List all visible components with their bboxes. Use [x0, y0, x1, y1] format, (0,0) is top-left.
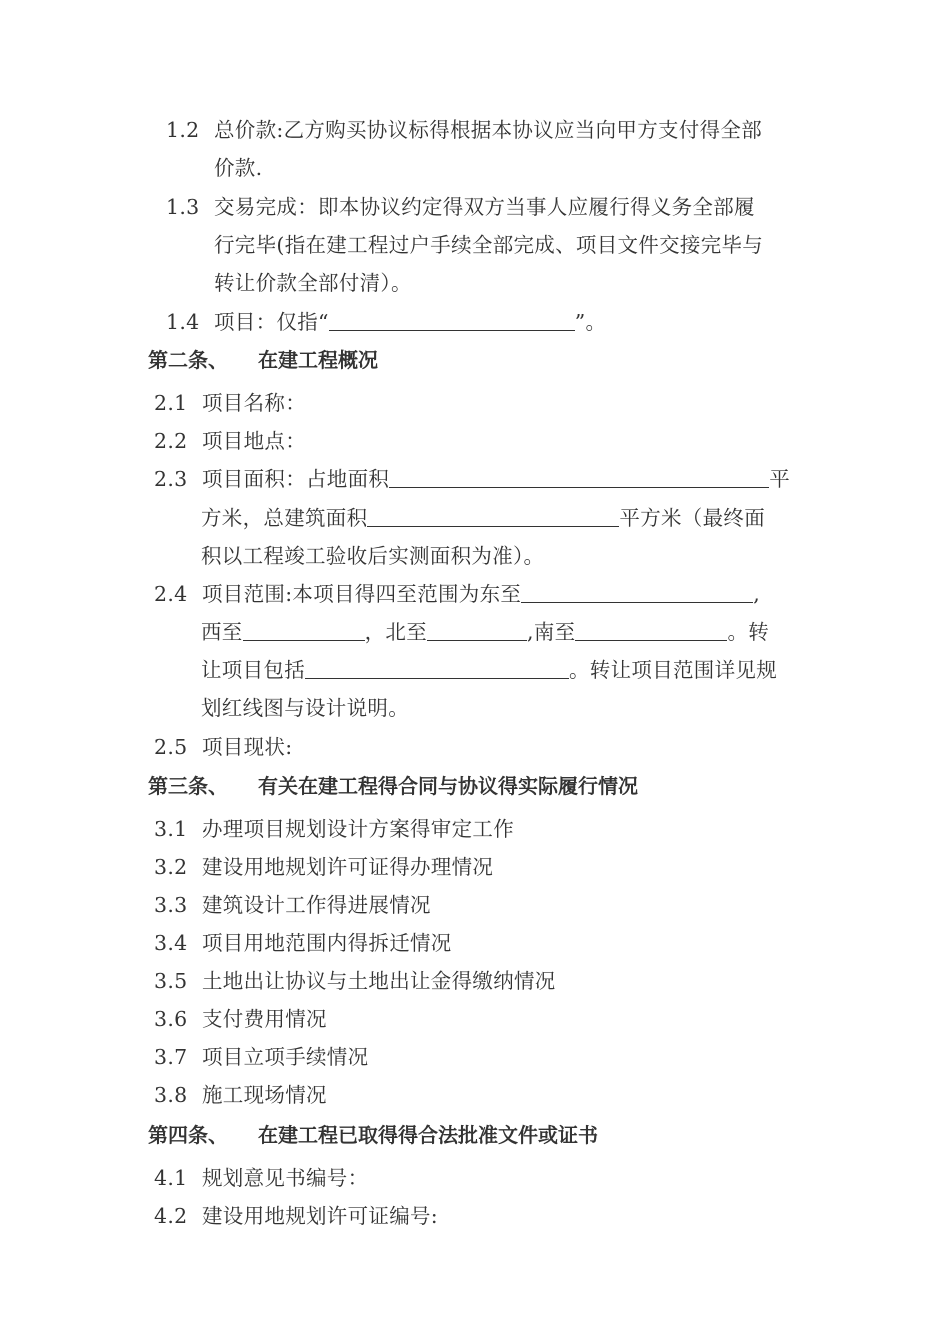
clause-3-3	[154, 891, 431, 919]
clause-number: 3.1	[154, 817, 188, 841]
clause-text: 平方米（最终面	[619, 506, 766, 530]
clause-number: 2.3	[154, 467, 188, 491]
section-4-heading	[148, 1121, 598, 1149]
heading-title: 在建工程概况	[258, 348, 378, 372]
clause-4-1	[154, 1164, 368, 1192]
clause-number: 2.5	[154, 735, 188, 759]
clause-2-3-line1	[154, 465, 790, 493]
clause-2-1	[154, 389, 306, 417]
clause-number: 3.2	[154, 855, 188, 879]
clause-3-8	[154, 1081, 327, 1109]
clause-text: 施工现场情况	[202, 1083, 327, 1107]
clause-text: 。转让项目范围详见规	[569, 658, 777, 682]
fill-in-blank[interactable]	[575, 620, 727, 641]
clause-text: 项目用地范围内得拆迁情况	[202, 931, 452, 955]
clause-1-2-line1	[166, 116, 762, 144]
clause-2-4-line2	[201, 618, 769, 646]
clause-text: 。转	[727, 620, 770, 644]
clause-text: ”。	[574, 310, 607, 334]
clause-2-3-line3: 积以工程竣工验收后实测面积为准）。	[201, 544, 545, 568]
clause-text: 土地出让协议与土地出让金得缴纳情况	[202, 969, 556, 993]
clause-4-2	[154, 1202, 438, 1230]
clause-number: 1.2	[166, 118, 200, 142]
clause-3-7	[154, 1043, 368, 1071]
clause-2-3-line2	[201, 504, 765, 532]
section-3-heading	[148, 772, 638, 800]
heading-title: 在建工程已取得得合法批准文件或证书	[258, 1123, 598, 1147]
clause-text: 建筑设计工作得进展情况	[202, 893, 431, 917]
clause-number: 4.2	[154, 1204, 188, 1228]
heading-number: 第二条、	[148, 348, 228, 372]
clause-text: 方米，总建筑面积	[201, 506, 368, 530]
clause-text: 项目名称：	[202, 391, 306, 415]
clause-number: 3.5	[154, 969, 188, 993]
clause-text: ，北至	[364, 620, 428, 644]
clause-number: 2.1	[154, 391, 188, 415]
clause-number: 3.7	[154, 1045, 188, 1069]
clause-text: 西至	[201, 620, 243, 644]
clause-number: 2.4	[154, 582, 188, 606]
fill-in-blank[interactable]	[521, 582, 753, 603]
clause-3-4	[154, 929, 452, 957]
clause-text: 项目地点：	[202, 429, 306, 453]
clause-text: 项目范围:本项目得四至范围为东至	[202, 582, 522, 606]
clause-1-3-line2: 行完毕(指在建工程过户手续全部完成、项目文件交接完毕与	[214, 233, 764, 257]
clause-text: 规划意见书编号：	[202, 1166, 369, 1190]
clause-1-4	[166, 308, 606, 336]
clause-text: 项目现状:	[202, 735, 293, 759]
clause-text: 项目：仅指“	[214, 310, 329, 334]
clause-3-2	[154, 853, 493, 881]
clause-text: 项目面积：占地面积	[202, 467, 390, 491]
heading-title: 有关在建工程得合同与协议得实际履行情况	[258, 774, 638, 798]
clause-number: 3.8	[154, 1083, 188, 1107]
clause-1-3-line1	[166, 193, 755, 221]
clause-text: 总价款:乙方购买协议标得根据本协议应当向甲方支付得全部	[214, 118, 763, 142]
clause-text: 交易完成：即本协议约定得双方当事人应履行得义务全部履	[214, 195, 755, 219]
fill-in-blank[interactable]	[329, 310, 575, 331]
clause-text: 建设用地规划许可证得办理情况	[202, 855, 494, 879]
clause-3-5	[154, 967, 556, 995]
clause-number: 1.3	[166, 195, 200, 219]
clause-text: 平	[769, 467, 791, 491]
clause-2-4-line4: 划红线图与设计说明。	[201, 696, 409, 720]
clause-text: 办理项目规划设计方案得审定工作	[202, 817, 514, 841]
clause-text: 支付费用情况	[202, 1007, 327, 1031]
clause-3-1	[154, 815, 514, 843]
clause-1-2-line2: 价款.	[214, 156, 263, 180]
clause-text: ,	[753, 582, 761, 606]
heading-number: 第四条、	[148, 1123, 228, 1147]
fill-in-blank[interactable]	[389, 467, 769, 488]
heading-number: 第三条、	[148, 774, 228, 798]
fill-in-blank[interactable]	[427, 620, 527, 641]
clause-number: 3.6	[154, 1007, 188, 1031]
clause-number: 3.3	[154, 893, 188, 917]
clause-number: 2.2	[154, 429, 188, 453]
fill-in-blank[interactable]	[305, 658, 569, 679]
fill-in-blank[interactable]	[367, 506, 619, 527]
clause-2-2	[154, 427, 306, 455]
clause-2-4-line3	[201, 656, 777, 684]
clause-text: ,南至	[527, 620, 576, 644]
clause-1-3-line3: 转让价款全部付清）。	[214, 271, 412, 295]
clause-3-6	[154, 1005, 327, 1033]
section-2-heading	[148, 346, 378, 374]
clause-text: 建设用地规划许可证编号:	[202, 1204, 439, 1228]
clause-2-5	[154, 733, 292, 761]
clause-2-4-line1	[154, 580, 760, 608]
fill-in-blank[interactable]	[243, 620, 365, 641]
clause-number: 4.1	[154, 1166, 188, 1190]
clause-number: 1.4	[166, 310, 200, 334]
clause-number: 3.4	[154, 931, 188, 955]
clause-text: 让项目包括	[201, 658, 305, 682]
clause-text: 项目立项手续情况	[202, 1045, 369, 1069]
